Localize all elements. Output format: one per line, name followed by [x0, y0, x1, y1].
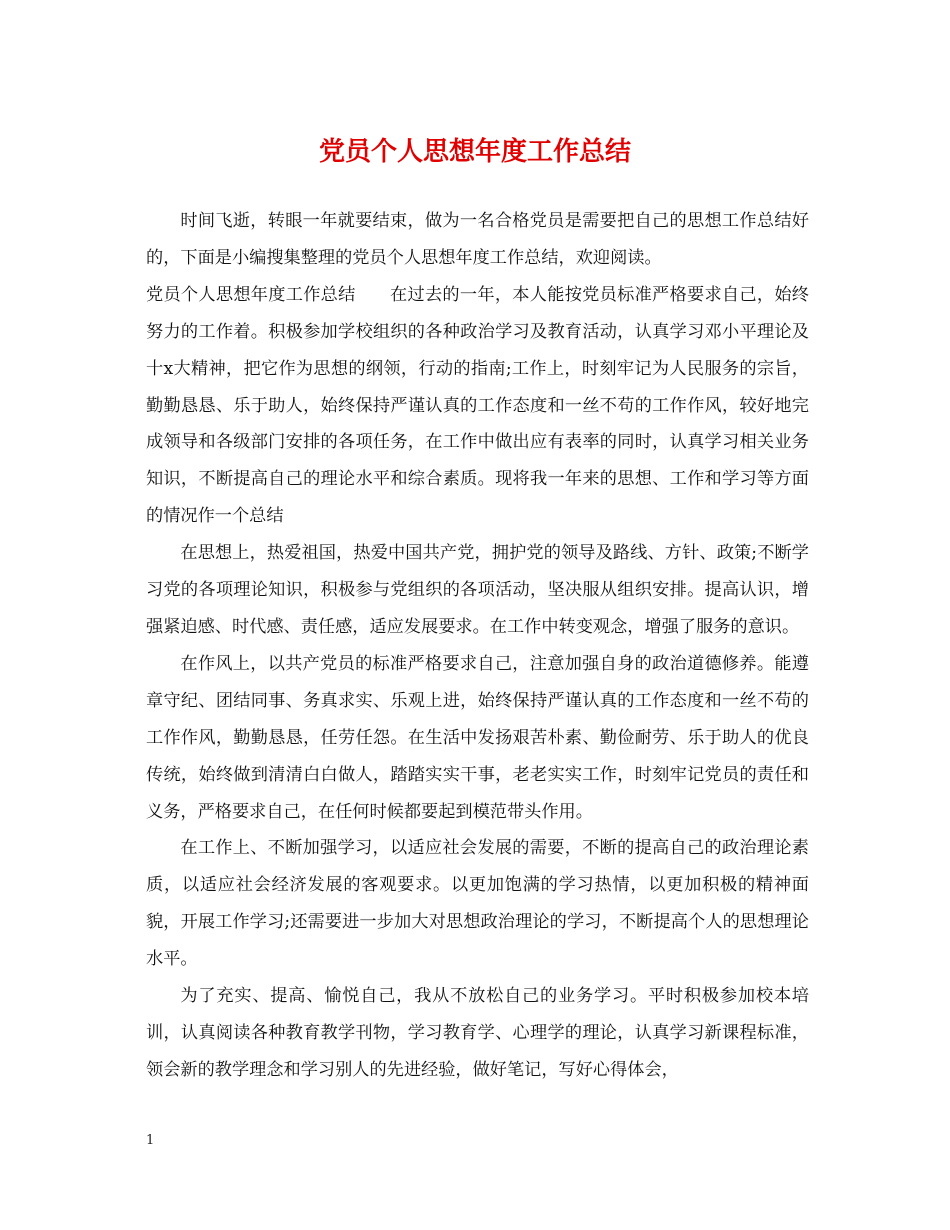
intro-paragraph: 时间飞逝，转眼一年就要结束，做为一名合格党员是需要把自己的思想工作总结好的，下面是小编搜集整理的党员个人思想年度工作总结，欢迎阅读。 — [146, 211, 809, 268]
section-paragraph — [146, 277, 809, 535]
paragraph-4: 在工作上、不断加强学习，以适应社会发展的需要，不断的提高自己的政治理论素质，以适应社会经济发展的客观要求。以更加饱满的学习热情，以更加积极的精神面貌，开展工作学习;还需要进一步加大对思想政治理论的学习，不断提高个人的思想理论水平。 — [146, 838, 809, 970]
paragraph-3: 在作风上，以共产党员的标准严格要求自己，注意加强自身的政治道德修养。能遵章守纪、团结同事、务真求实、乐观上进，始终保持严谨认真的工作态度和一丝不苟的工作作风，勤勤恳恳，任劳任怨。在生活中发扬艰苦朴素、勤俭耐劳、乐于助人的优良传统，始终做到清清白白做人，踏踏实实干事，老老实实工作，时刻牢记党员的责任和义务，严格要求自己，在任何时候都要起到模范带头作用。 — [146, 653, 809, 822]
section-heading: 党员个人思想年度工作总结 — [146, 284, 356, 305]
document-title: 党员个人思想年度工作总结 — [318, 137, 631, 167]
paragraph-5: 为了充实、提高、愉悦自己，我从不放松自己的业务学习。平时积极参加校本培训，认真阅读各种教育教学刊物，学习教育学、心理学的理论，认真学习新课程标准，领会新的教学理念和学习别人的先进经验，做好笔记，写好心得体会， — [146, 986, 809, 1080]
document-body — [146, 203, 809, 1089]
page-number: 1 — [146, 1133, 155, 1148]
paragraph-1: 在过去的一年，本人能按党员标准严格要求自己，始终努力的工作着。积极参加学校组织的各种政治学习及教育活动，认真学习邓小平理论及十x大精神，把它作为思想的纲领，行动的指南;工作上，时刻牢记为人民服务的宗旨，勤勤恳恳、乐于助人，始终保持严谨认真的工作态度和一丝不苟的工作作风，较好地完成领导和各级部门安排的各项任务，在工作中做出应有表率的同时，认真学习相关业务知识，不断提高自己的理论水平和综合素质。现将我一年来的思想、工作和学习等方面的情况作一个总结 — [146, 284, 809, 527]
paragraph-2: 在思想上，热爱祖国，热爱中国共产党，拥护党的领导及路线、方针、政策;不断学习党的各项理论知识，积极参与党组织的各项活动，坚决服从组织安排。提高认识，增强紧迫感、时代感、责任感，适应发展要求。在工作中转变观念，增强了服务的意识。 — [146, 543, 809, 637]
